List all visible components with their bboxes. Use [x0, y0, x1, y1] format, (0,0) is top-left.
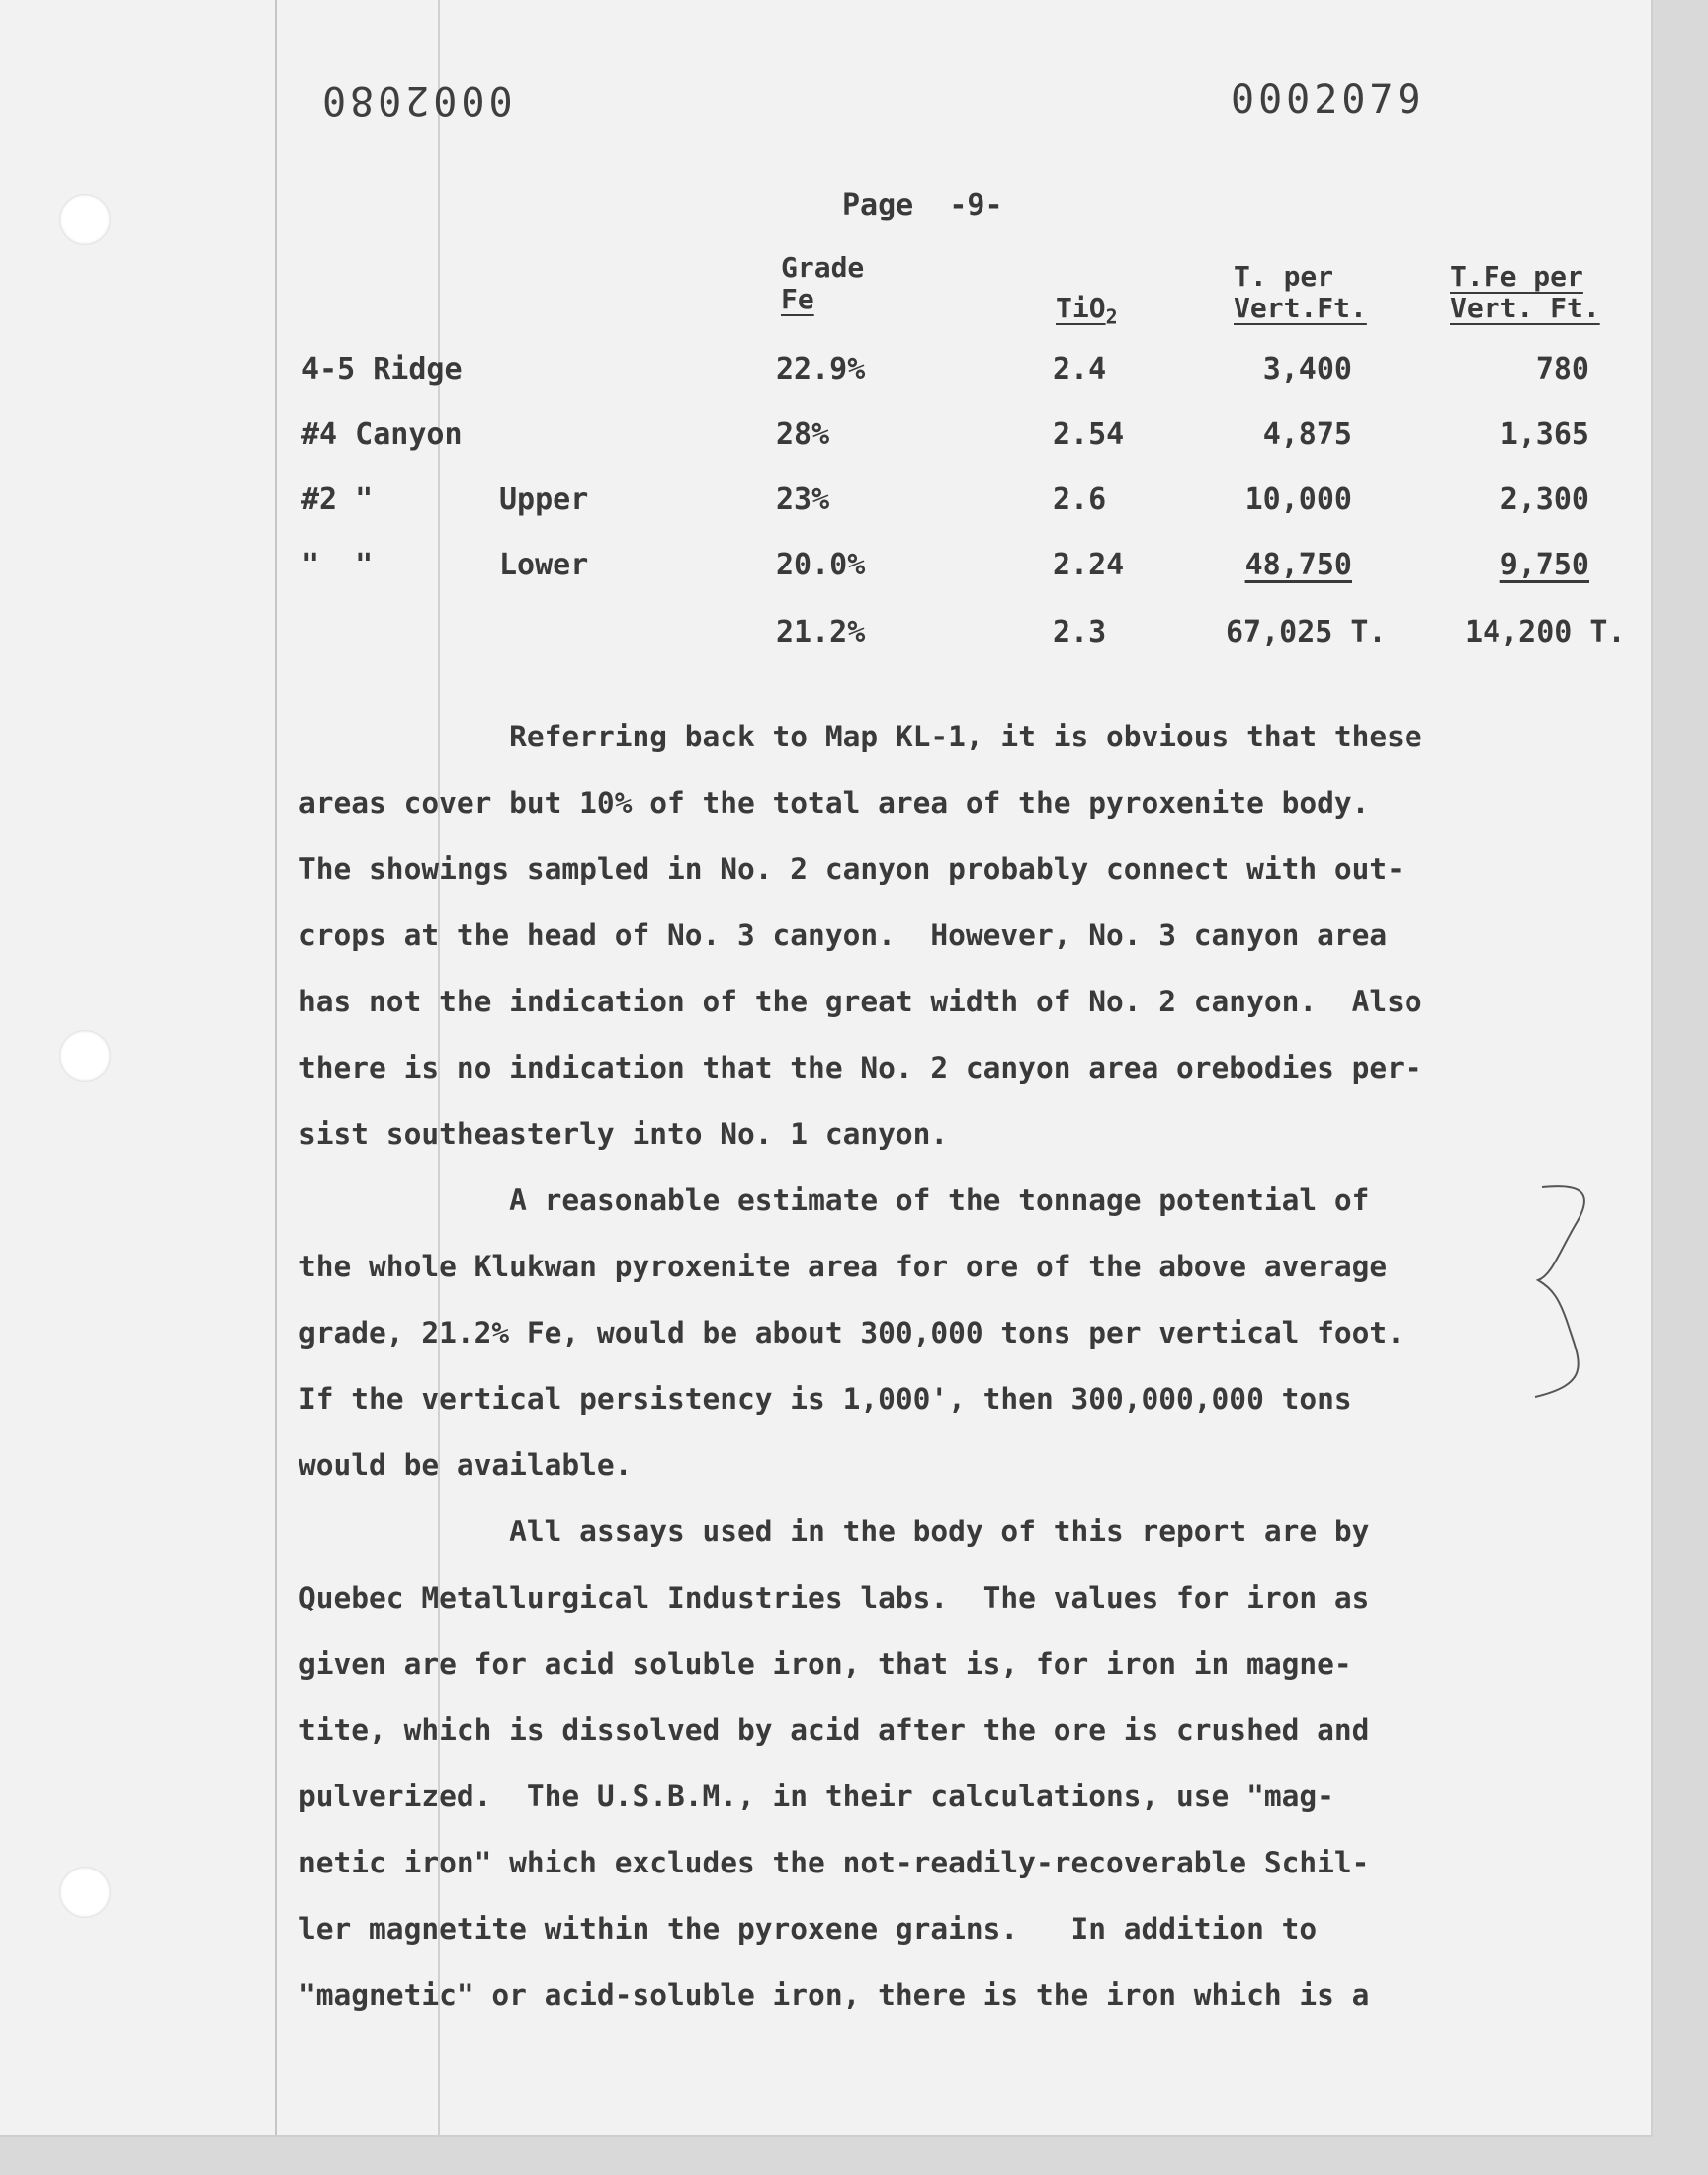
handwritten-brace-mark [1530, 1181, 1599, 1404]
total-tio2: 2.3 [1053, 615, 1107, 650]
row-grade: 20.0% [776, 548, 866, 582]
row-location: #2 " [301, 482, 374, 517]
row-iron-tons: 2,300 [1499, 482, 1589, 517]
punch-hole [59, 1030, 111, 1082]
row-tio2: 2.54 [1053, 417, 1125, 452]
row-iron-tons: 1,365 [1499, 417, 1589, 452]
row-tons: 4,875 [1262, 417, 1352, 452]
header-tons-per-vertical-foot: T. per Vert.Ft. [1234, 260, 1367, 324]
document-number-stamp-left: 0002080 [318, 77, 513, 123]
total-iron-tons: 14,200 T. [1465, 615, 1626, 650]
row-location: " " [301, 548, 374, 582]
header-grade: Grade Fe [781, 251, 865, 315]
row-location: #4 Canyon [301, 417, 463, 452]
document-number-stamp-right: 0002079 [1231, 77, 1425, 123]
row-tons: 3,400 [1262, 352, 1352, 387]
punch-hole [59, 1867, 111, 1918]
row-grade: 28% [776, 417, 830, 452]
page-number: Page -9- [842, 188, 1003, 222]
header-tio2: TiO$_2$ [1056, 292, 1118, 329]
row-grade: 23% [776, 482, 830, 517]
row-section: Upper [499, 482, 589, 517]
row-tio2: 2.24 [1053, 548, 1125, 582]
row-tons: 48,750 [1244, 548, 1352, 582]
row-tio2: 2.4 [1053, 352, 1107, 387]
header-iron-tons-per-vertical-foot: T.Fe per Vert. Ft. [1450, 260, 1600, 324]
total-tons: 67,025 T. [1226, 615, 1387, 650]
total-grade: 21.2% [776, 615, 866, 650]
row-grade: 22.9% [776, 352, 866, 387]
row-iron-tons: 9,750 [1499, 548, 1589, 582]
paragraph: All assays used in the body of this report are by Quebec Metallurgical Industries labs. The values for iron as given are for acid soluble iron, that is, for iron in magne- tite, which is dissolved by acid after the ore is crushed and pulverized. The U.S.B.M., in their calculations, use "mag- netic iron" which excludes the not-readily-recoverable Schil- ler magnetite within the pyroxene grains. In addition to "magnetic" or acid-soluble iron, there is the iron which is a [299, 1515, 1370, 2012]
paragraph: Referring back to Map KL-1, it is obvious that these areas cover but 10% of the total area of the pyroxenite body. The showings sampled in No. 2 canyon probably connect with out- crops at the head of No. 3 canyon. However, No. 3 canyon area has not the indication of the great width of No. 2 canyon. Also there is no indication that the No. 2 canyon area orebodies per- sist southeasterly into No. 1 canyon. [299, 720, 1422, 1151]
paragraph: A reasonable estimate of the tonnage potential of the whole Klukwan pyroxenite area for ore of the above average grade, 21.2% Fe, would be about 300,000 tons per vertical foot. If the vertical persistency is 1,000', then 300,000,000 tons would be available. [299, 1183, 1405, 1482]
row-tons: 10,000 [1244, 482, 1352, 517]
punch-hole [59, 194, 111, 245]
row-iron-tons: 780 [1535, 352, 1589, 387]
row-tio2: 2.6 [1053, 482, 1107, 517]
margin-line [275, 0, 277, 2135]
row-location: 4-5 Ridge [301, 352, 463, 387]
row-section: Lower [499, 548, 589, 582]
